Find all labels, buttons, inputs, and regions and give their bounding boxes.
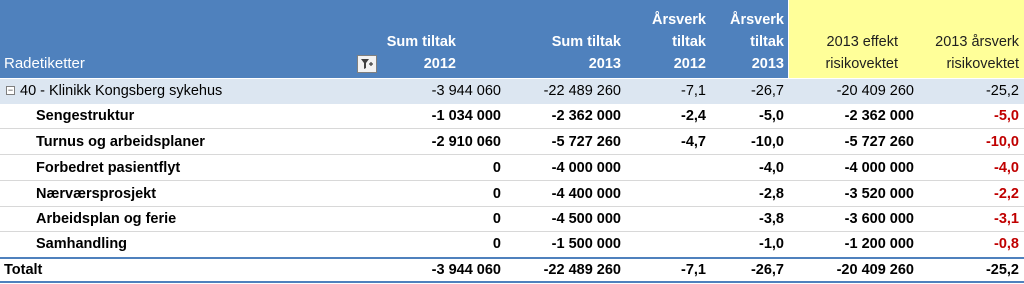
cell[interactable]: 0 (492, 211, 501, 227)
cell[interactable]: -2 910 060 (431, 134, 501, 150)
cell[interactable]: -3,1 (994, 211, 1019, 227)
total-row[interactable] (0, 257, 1024, 283)
cell[interactable]: -3 944 060 (431, 83, 501, 99)
total-label: Totalt (4, 262, 43, 278)
cell[interactable]: -2,4 (681, 108, 706, 124)
cell[interactable]: -2,8 (759, 186, 784, 202)
cell[interactable]: -3 944 060 (431, 262, 501, 278)
cell[interactable]: -3 520 000 (844, 186, 914, 202)
pivot-header (0, 0, 1024, 78)
row-label: Nærværsprosjekt (36, 186, 157, 202)
cell[interactable]: 0 (492, 160, 501, 176)
cell[interactable]: -1 500 000 (551, 236, 621, 252)
row-label: Arbeidsplan og ferie (36, 211, 177, 227)
table-row[interactable] (0, 104, 1024, 129)
cell[interactable]: -5,0 (759, 108, 784, 124)
cell[interactable]: -2,2 (994, 186, 1019, 202)
cell[interactable]: -4,0 (759, 160, 784, 176)
cell[interactable]: -20 409 260 (836, 262, 914, 278)
table-row[interactable] (0, 156, 1024, 181)
table-row[interactable] (0, 182, 1024, 207)
cell[interactable]: -4 000 000 (844, 160, 914, 176)
group-label: 40 - Klinikk Kongsberg sykehus (20, 83, 223, 99)
cell[interactable]: -4,0 (994, 160, 1019, 176)
cell[interactable]: -4,7 (681, 134, 706, 150)
cell[interactable]: -4 500 000 (551, 211, 621, 227)
cell[interactable]: -5 727 260 (844, 134, 914, 150)
row-label: Samhandling (36, 236, 128, 252)
cell[interactable]: -22 489 260 (543, 262, 621, 278)
group-row[interactable] (0, 79, 1024, 104)
table-row[interactable] (0, 232, 1024, 257)
filter-button[interactable] (357, 55, 377, 73)
cell[interactable]: -10,0 (985, 134, 1019, 150)
cell[interactable]: -26,7 (750, 83, 784, 99)
table-row[interactable] (0, 130, 1024, 155)
cell[interactable]: -4 400 000 (551, 186, 621, 202)
cell[interactable]: -5 727 260 (551, 134, 621, 150)
filter-icon (360, 58, 374, 70)
cell[interactable]: -3,8 (759, 211, 784, 227)
cell[interactable]: -4 000 000 (551, 160, 621, 176)
cell[interactable]: 0 (492, 186, 501, 202)
cell[interactable]: -22 489 260 (543, 83, 621, 99)
cell[interactable]: -3 600 000 (844, 211, 914, 227)
collapse-icon[interactable]: − (7, 85, 14, 95)
cell[interactable]: -0,8 (994, 236, 1019, 252)
cell[interactable]: -10,0 (750, 134, 784, 150)
cell[interactable]: -1 200 000 (844, 236, 914, 252)
col-header-2013-effekt[interactable]: 2013 effekt risikovektet (825, 34, 898, 72)
cell[interactable]: -25,2 (985, 83, 1019, 99)
col-header-2013-arsverk[interactable]: 2013 årsverk risikovektet (935, 34, 1019, 72)
cell[interactable]: -26,7 (750, 262, 784, 278)
cell[interactable]: -7,1 (681, 83, 706, 99)
row-label: Sengestruktur (36, 108, 135, 124)
cell[interactable]: -1,0 (759, 236, 784, 252)
row-label: Forbedret pasientflyt (36, 160, 181, 176)
cell[interactable]: 0 (492, 236, 501, 252)
col-header-arsverk-2013[interactable]: Årsverk tiltak 2013 (729, 12, 784, 72)
row-labels-header[interactable]: Radetiketter (4, 55, 85, 72)
cell[interactable]: -2 362 000 (844, 108, 914, 124)
cell[interactable]: -25,2 (985, 262, 1019, 278)
col-header-sum-tiltak-2013[interactable]: Sum tiltak 2013 (551, 34, 621, 72)
row-label: Turnus og arbeidsplaner (36, 134, 205, 150)
cell[interactable]: -2 362 000 (551, 108, 621, 124)
col-header-arsverk-2012[interactable]: Årsverk tiltak 2012 (651, 12, 706, 72)
table-row[interactable] (0, 207, 1024, 232)
cell[interactable]: -1 034 000 (431, 108, 501, 124)
cell[interactable]: -5,0 (994, 108, 1019, 124)
cell[interactable]: -7,1 (681, 262, 706, 278)
cell[interactable]: -20 409 260 (836, 83, 914, 99)
col-header-sum-tiltak-2012[interactable]: Sum tiltak 2012 (386, 34, 456, 72)
